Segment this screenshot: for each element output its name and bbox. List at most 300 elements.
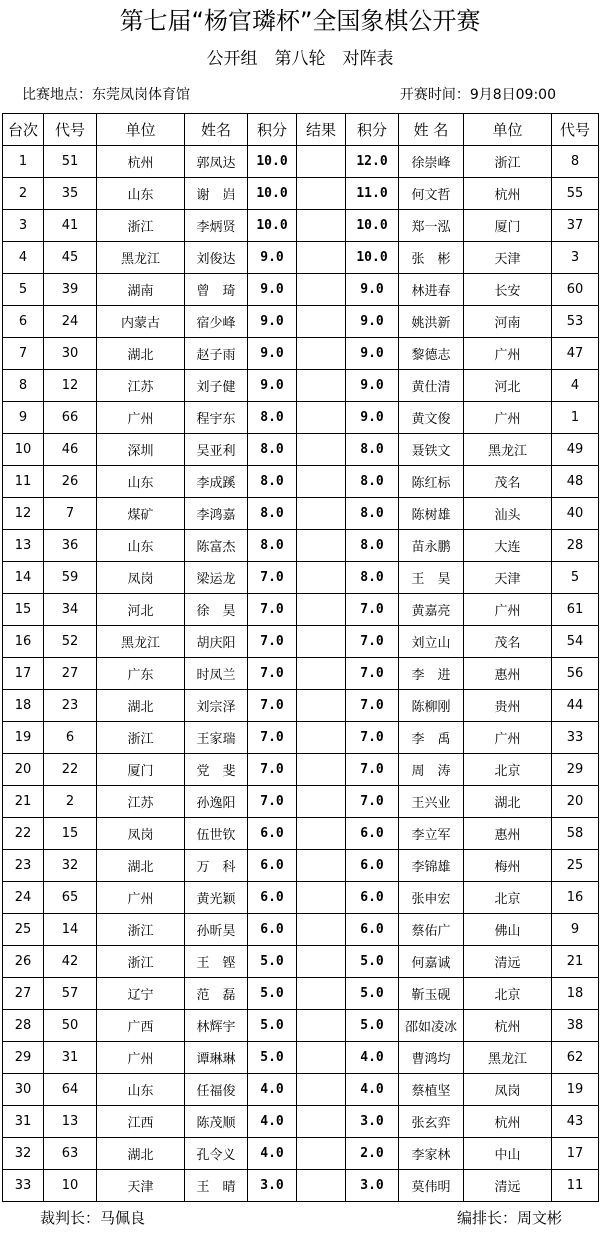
table-row [3, 434, 599, 466]
result-cell [297, 594, 346, 626]
name-right-cell: 何文哲 [399, 178, 464, 210]
unit-left-cell: 天津 [97, 1170, 185, 1202]
score-right-cell: 9.0 [346, 402, 399, 434]
table-row [3, 1138, 599, 1170]
board-number-cell: 29 [3, 1042, 44, 1074]
name-left-cell: 刘宗泽 [185, 690, 248, 722]
result-cell [297, 658, 346, 690]
unit-right-cell: 广州 [464, 594, 552, 626]
score-left-cell: 6.0 [248, 818, 297, 850]
board-number-cell: 26 [3, 946, 44, 978]
board-number-cell: 21 [3, 786, 44, 818]
name-right-cell: 黄嘉亮 [399, 594, 464, 626]
col-header-unit-left: 单位 [97, 114, 185, 146]
score-right-cell: 6.0 [346, 914, 399, 946]
table-row [3, 1106, 599, 1138]
board-number-cell: 22 [3, 818, 44, 850]
score-left-cell: 7.0 [248, 690, 297, 722]
name-left-cell: 王 铿 [185, 946, 248, 978]
result-cell [297, 914, 346, 946]
score-right-cell: 6.0 [346, 818, 399, 850]
unit-left-cell: 湖北 [97, 850, 185, 882]
board-number-cell: 2 [3, 178, 44, 210]
unit-right-cell: 中山 [464, 1138, 552, 1170]
unit-right-cell: 广州 [464, 402, 552, 434]
table-row [3, 722, 599, 754]
code-right-cell: 3 [552, 242, 599, 274]
score-right-cell: 4.0 [346, 1074, 399, 1106]
code-right-cell: 18 [552, 978, 599, 1010]
table-row [3, 978, 599, 1010]
page-subtitle: 公开组 第八轮 对阵表 [206, 49, 394, 69]
result-cell [297, 978, 346, 1010]
board-number-cell: 28 [3, 1010, 44, 1042]
board-number-cell: 13 [3, 530, 44, 562]
name-left-cell: 刘俊达 [185, 242, 248, 274]
score-right-cell: 7.0 [346, 722, 399, 754]
result-cell [297, 562, 346, 594]
name-left-cell: 梁运龙 [185, 562, 248, 594]
code-left-cell: 15 [44, 818, 97, 850]
code-left-cell: 6 [44, 722, 97, 754]
code-right-cell: 43 [552, 1106, 599, 1138]
name-left-cell: 宿少峰 [185, 306, 248, 338]
name-left-cell: 曾 琦 [185, 274, 248, 306]
score-left-cell: 10.0 [248, 178, 297, 210]
unit-left-cell: 山东 [97, 530, 185, 562]
score-left-cell: 5.0 [248, 1010, 297, 1042]
score-right-cell: 7.0 [346, 658, 399, 690]
score-right-cell: 7.0 [346, 594, 399, 626]
table-row [3, 594, 599, 626]
name-right-cell: 周 涛 [399, 754, 464, 786]
score-left-cell: 7.0 [248, 562, 297, 594]
score-left-cell: 10.0 [248, 146, 297, 178]
name-left-cell: 万 科 [185, 850, 248, 882]
board-number-cell: 33 [3, 1170, 44, 1202]
unit-left-cell: 山东 [97, 1074, 185, 1106]
unit-right-cell: 清远 [464, 946, 552, 978]
result-cell [297, 530, 346, 562]
score-right-cell: 9.0 [346, 338, 399, 370]
unit-right-cell: 汕头 [464, 498, 552, 530]
score-right-cell: 8.0 [346, 466, 399, 498]
unit-left-cell: 江苏 [97, 786, 185, 818]
code-right-cell: 1 [552, 402, 599, 434]
unit-right-cell: 河北 [464, 370, 552, 402]
name-left-cell: 李鸿嘉 [185, 498, 248, 530]
code-right-cell: 33 [552, 722, 599, 754]
code-right-cell: 20 [552, 786, 599, 818]
code-left-cell: 42 [44, 946, 97, 978]
name-right-cell: 林进春 [399, 274, 464, 306]
unit-left-cell: 浙江 [97, 722, 185, 754]
name-right-cell: 蔡佑广 [399, 914, 464, 946]
unit-right-cell: 清远 [464, 1170, 552, 1202]
unit-right-cell: 北京 [464, 978, 552, 1010]
name-right-cell: 聂铁文 [399, 434, 464, 466]
table-row [3, 690, 599, 722]
code-left-cell: 32 [44, 850, 97, 882]
name-left-cell: 谢 岿 [185, 178, 248, 210]
unit-right-cell: 黑龙江 [464, 1042, 552, 1074]
code-right-cell: 9 [552, 914, 599, 946]
table-row [3, 1010, 599, 1042]
score-left-cell: 7.0 [248, 594, 297, 626]
unit-left-cell: 凤岗 [97, 562, 185, 594]
name-right-cell: 李 禹 [399, 722, 464, 754]
table-row [3, 1170, 599, 1202]
result-cell [297, 1042, 346, 1074]
name-right-cell: 陈树雄 [399, 498, 464, 530]
name-right-cell: 黎德志 [399, 338, 464, 370]
score-left-cell: 7.0 [248, 626, 297, 658]
score-left-cell: 8.0 [248, 530, 297, 562]
score-right-cell: 7.0 [346, 754, 399, 786]
score-right-cell: 6.0 [346, 882, 399, 914]
board-number-cell: 24 [3, 882, 44, 914]
name-left-cell: 孙逸阳 [185, 786, 248, 818]
name-right-cell: 莫伟明 [399, 1170, 464, 1202]
score-right-cell: 5.0 [346, 978, 399, 1010]
name-left-cell: 程宇东 [185, 402, 248, 434]
code-left-cell: 57 [44, 978, 97, 1010]
name-right-cell: 张 彬 [399, 242, 464, 274]
score-left-cell: 5.0 [248, 946, 297, 978]
board-number-cell: 11 [3, 466, 44, 498]
score-right-cell: 3.0 [346, 1170, 399, 1202]
name-right-cell: 陈柳刚 [399, 690, 464, 722]
name-right-cell: 刘立山 [399, 626, 464, 658]
score-right-cell: 11.0 [346, 178, 399, 210]
result-cell [297, 722, 346, 754]
result-cell [297, 210, 346, 242]
unit-left-cell: 湖南 [97, 274, 185, 306]
board-number-cell: 9 [3, 402, 44, 434]
unit-right-cell: 厦门 [464, 210, 552, 242]
name-left-cell: 伍世钦 [185, 818, 248, 850]
unit-right-cell: 长安 [464, 274, 552, 306]
unit-left-cell: 山东 [97, 178, 185, 210]
code-right-cell: 49 [552, 434, 599, 466]
table-row [3, 882, 599, 914]
name-right-cell: 李 进 [399, 658, 464, 690]
score-right-cell: 5.0 [346, 1010, 399, 1042]
code-left-cell: 65 [44, 882, 97, 914]
code-left-cell: 59 [44, 562, 97, 594]
name-left-cell: 时凤兰 [185, 658, 248, 690]
table-row [3, 850, 599, 882]
name-left-cell: 党 斐 [185, 754, 248, 786]
board-number-cell: 16 [3, 626, 44, 658]
name-right-cell: 郑一泓 [399, 210, 464, 242]
score-left-cell: 9.0 [248, 370, 297, 402]
result-cell [297, 1010, 346, 1042]
unit-left-cell: 深圳 [97, 434, 185, 466]
table-row [3, 178, 599, 210]
board-number-cell: 12 [3, 498, 44, 530]
code-right-cell: 16 [552, 882, 599, 914]
table-row [3, 786, 599, 818]
table-row [3, 562, 599, 594]
code-right-cell: 11 [552, 1170, 599, 1202]
score-left-cell: 8.0 [248, 498, 297, 530]
name-right-cell: 邵如凌冰 [399, 1010, 464, 1042]
board-number-cell: 8 [3, 370, 44, 402]
unit-right-cell: 湖北 [464, 786, 552, 818]
code-right-cell: 40 [552, 498, 599, 530]
code-right-cell: 21 [552, 946, 599, 978]
table-row [3, 306, 599, 338]
name-right-cell: 靳玉砚 [399, 978, 464, 1010]
name-right-cell: 王兴业 [399, 786, 464, 818]
name-right-cell: 李立军 [399, 818, 464, 850]
code-left-cell: 50 [44, 1010, 97, 1042]
result-cell [297, 946, 346, 978]
unit-left-cell: 广西 [97, 1010, 185, 1042]
result-cell [297, 1106, 346, 1138]
score-left-cell: 3.0 [248, 1170, 297, 1202]
board-number-cell: 18 [3, 690, 44, 722]
score-right-cell: 3.0 [346, 1106, 399, 1138]
name-left-cell: 孔令义 [185, 1138, 248, 1170]
board-number-cell: 23 [3, 850, 44, 882]
name-left-cell: 林辉宇 [185, 1010, 248, 1042]
table-row [3, 370, 599, 402]
board-number-cell: 15 [3, 594, 44, 626]
code-right-cell: 37 [552, 210, 599, 242]
code-right-cell: 38 [552, 1010, 599, 1042]
name-left-cell: 徐 昊 [185, 594, 248, 626]
unit-right-cell: 茂名 [464, 626, 552, 658]
unit-right-cell: 北京 [464, 882, 552, 914]
name-right-cell: 蔡植坚 [399, 1074, 464, 1106]
score-left-cell: 9.0 [248, 274, 297, 306]
name-right-cell: 李家林 [399, 1138, 464, 1170]
board-number-cell: 3 [3, 210, 44, 242]
code-left-cell: 30 [44, 338, 97, 370]
unit-right-cell: 浙江 [464, 146, 552, 178]
code-left-cell: 66 [44, 402, 97, 434]
code-left-cell: 27 [44, 658, 97, 690]
score-right-cell: 2.0 [346, 1138, 399, 1170]
name-right-cell: 李锦雄 [399, 850, 464, 882]
unit-left-cell: 湖北 [97, 338, 185, 370]
result-cell [297, 434, 346, 466]
unit-right-cell: 天津 [464, 562, 552, 594]
name-right-cell: 陈红标 [399, 466, 464, 498]
score-right-cell: 8.0 [346, 434, 399, 466]
board-number-cell: 32 [3, 1138, 44, 1170]
unit-right-cell: 广州 [464, 338, 552, 370]
unit-right-cell: 凤岗 [464, 1074, 552, 1106]
unit-left-cell: 湖北 [97, 1138, 185, 1170]
unit-right-cell: 大连 [464, 530, 552, 562]
code-left-cell: 52 [44, 626, 97, 658]
unit-right-cell: 佛山 [464, 914, 552, 946]
score-right-cell: 10.0 [346, 242, 399, 274]
col-header-code-left: 代号 [44, 114, 97, 146]
result-cell [297, 402, 346, 434]
col-header-board: 台次 [3, 114, 44, 146]
unit-right-cell: 杭州 [464, 1106, 552, 1138]
table-row [3, 1042, 599, 1074]
board-number-cell: 10 [3, 434, 44, 466]
result-cell [297, 1138, 346, 1170]
score-right-cell: 8.0 [346, 530, 399, 562]
score-left-cell: 10.0 [248, 210, 297, 242]
code-right-cell: 19 [552, 1074, 599, 1106]
score-left-cell: 9.0 [248, 306, 297, 338]
name-right-cell: 张玄弈 [399, 1106, 464, 1138]
result-cell [297, 818, 346, 850]
chief-referee: 裁判长：马佩良 [40, 1209, 146, 1227]
unit-left-cell: 内蒙古 [97, 306, 185, 338]
unit-left-cell: 广州 [97, 402, 185, 434]
start-time-label: 开赛时间：9月8日09:00 [399, 87, 556, 103]
name-left-cell: 王 晴 [185, 1170, 248, 1202]
table-row [3, 818, 599, 850]
name-left-cell: 赵子雨 [185, 338, 248, 370]
venue-label: 比赛地点：东莞凤岗体育馆 [22, 87, 190, 103]
unit-right-cell: 广州 [464, 722, 552, 754]
code-right-cell: 44 [552, 690, 599, 722]
name-right-cell: 黄仕清 [399, 370, 464, 402]
board-number-cell: 19 [3, 722, 44, 754]
board-number-cell: 17 [3, 658, 44, 690]
code-right-cell: 61 [552, 594, 599, 626]
score-left-cell: 5.0 [248, 978, 297, 1010]
table-row [3, 498, 599, 530]
board-number-cell: 4 [3, 242, 44, 274]
result-cell [297, 786, 346, 818]
board-number-cell: 14 [3, 562, 44, 594]
col-header-score-left: 积分 [248, 114, 297, 146]
code-left-cell: 23 [44, 690, 97, 722]
unit-left-cell: 浙江 [97, 914, 185, 946]
name-right-cell: 姚洪新 [399, 306, 464, 338]
code-right-cell: 5 [552, 562, 599, 594]
code-left-cell: 45 [44, 242, 97, 274]
name-right-cell: 王 昊 [399, 562, 464, 594]
score-left-cell: 7.0 [248, 722, 297, 754]
result-cell [297, 306, 346, 338]
unit-right-cell: 杭州 [464, 1010, 552, 1042]
score-left-cell: 9.0 [248, 242, 297, 274]
score-left-cell: 8.0 [248, 466, 297, 498]
result-cell [297, 626, 346, 658]
name-left-cell: 陈富杰 [185, 530, 248, 562]
col-header-unit-right: 单位 [464, 114, 552, 146]
name-right-cell: 黄文俊 [399, 402, 464, 434]
unit-right-cell: 杭州 [464, 178, 552, 210]
board-number-cell: 1 [3, 146, 44, 178]
score-left-cell: 9.0 [248, 338, 297, 370]
score-right-cell: 7.0 [346, 786, 399, 818]
code-left-cell: 2 [44, 786, 97, 818]
name-left-cell: 吴亚利 [185, 434, 248, 466]
table-row [3, 210, 599, 242]
unit-left-cell: 煤矿 [97, 498, 185, 530]
code-left-cell: 51 [44, 146, 97, 178]
board-number-cell: 30 [3, 1074, 44, 1106]
unit-right-cell: 茂名 [464, 466, 552, 498]
unit-left-cell: 凤岗 [97, 818, 185, 850]
score-left-cell: 7.0 [248, 754, 297, 786]
name-left-cell: 范 磊 [185, 978, 248, 1010]
unit-right-cell: 惠州 [464, 818, 552, 850]
board-number-cell: 5 [3, 274, 44, 306]
score-left-cell: 8.0 [248, 402, 297, 434]
name-left-cell: 任福俊 [185, 1074, 248, 1106]
board-number-cell: 25 [3, 914, 44, 946]
score-right-cell: 9.0 [346, 274, 399, 306]
unit-left-cell: 辽宁 [97, 978, 185, 1010]
name-right-cell: 徐崇峰 [399, 146, 464, 178]
result-cell [297, 274, 346, 306]
chief-arbiter: 编排长：周文彬 [456, 1209, 562, 1227]
code-left-cell: 46 [44, 434, 97, 466]
code-right-cell: 48 [552, 466, 599, 498]
code-right-cell: 29 [552, 754, 599, 786]
score-right-cell: 5.0 [346, 946, 399, 978]
score-right-cell: 10.0 [346, 210, 399, 242]
col-header-name-right: 姓 名 [399, 114, 464, 146]
result-cell [297, 146, 346, 178]
table-row [3, 914, 599, 946]
pairings-body [3, 146, 599, 1202]
name-left-cell: 孙昕昊 [185, 914, 248, 946]
unit-left-cell: 广东 [97, 658, 185, 690]
unit-left-cell: 黑龙江 [97, 626, 185, 658]
pairings-table [2, 113, 599, 1202]
unit-left-cell: 浙江 [97, 210, 185, 242]
score-left-cell: 4.0 [248, 1074, 297, 1106]
result-cell [297, 498, 346, 530]
table-row [3, 402, 599, 434]
board-number-cell: 31 [3, 1106, 44, 1138]
code-right-cell: 8 [552, 146, 599, 178]
code-right-cell: 62 [552, 1042, 599, 1074]
name-left-cell: 黄光颖 [185, 882, 248, 914]
unit-left-cell: 山东 [97, 466, 185, 498]
unit-left-cell: 浙江 [97, 946, 185, 978]
unit-right-cell: 黑龙江 [464, 434, 552, 466]
unit-left-cell: 河北 [97, 594, 185, 626]
code-left-cell: 64 [44, 1074, 97, 1106]
table-row [3, 242, 599, 274]
code-right-cell: 56 [552, 658, 599, 690]
unit-left-cell: 杭州 [97, 146, 185, 178]
code-left-cell: 24 [44, 306, 97, 338]
score-right-cell: 7.0 [346, 690, 399, 722]
name-right-cell: 何嘉诚 [399, 946, 464, 978]
result-cell [297, 1074, 346, 1106]
result-cell [297, 370, 346, 402]
code-right-cell: 58 [552, 818, 599, 850]
name-right-cell: 苗永鹏 [399, 530, 464, 562]
board-number-cell: 6 [3, 306, 44, 338]
col-header-result: 结果 [297, 114, 346, 146]
board-number-cell: 7 [3, 338, 44, 370]
name-left-cell: 李炳贤 [185, 210, 248, 242]
code-left-cell: 7 [44, 498, 97, 530]
name-left-cell: 胡庆阳 [185, 626, 248, 658]
header-row [3, 114, 599, 146]
code-left-cell: 10 [44, 1170, 97, 1202]
result-cell [297, 242, 346, 274]
result-cell [297, 466, 346, 498]
